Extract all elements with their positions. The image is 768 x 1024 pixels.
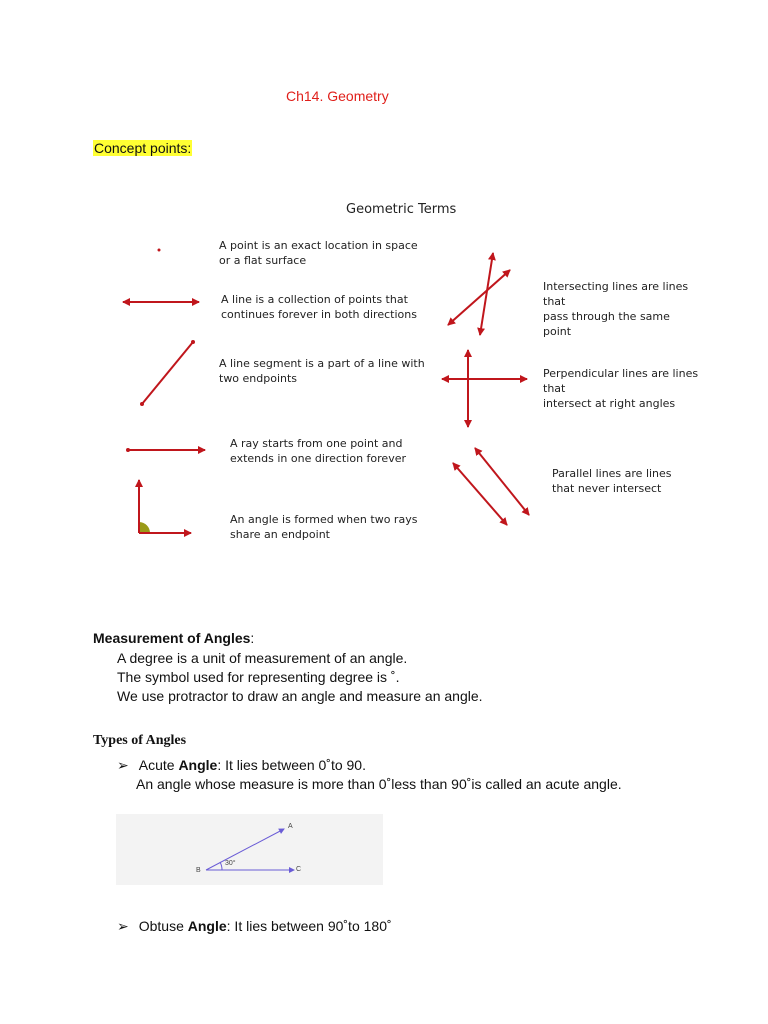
chapter-title: Ch14. Geometry [286,88,389,104]
measurement-line: A degree is a unit of measurement of an angle. [117,650,408,666]
label-c: C [296,866,302,873]
acute-angle-figure [116,814,383,885]
obtuse-rest: : It lies between 90˚to 180˚ [226,918,392,934]
parallel-line-2 [475,448,529,515]
label-a: A [288,823,293,830]
intersecting-description: Intersecting lines are lines that pass through the same point [543,280,689,338]
acute-angle-drawing [116,814,383,885]
segment-endpoint [140,402,144,406]
types-of-angles-heading: Types of Angles [93,733,187,748]
obtuse-bullet-item [117,918,392,935]
bullet-arrow-icon: ➢ [117,757,129,773]
obtuse-prefix: Obtuse [138,918,188,934]
acute-bold: Angle [178,757,218,773]
acute-bullet-item [117,757,366,774]
segment-endpoint [191,340,195,344]
geometric-terms-figure [100,195,700,555]
angle-arc [220,862,222,870]
obtuse-bold: Angle [187,918,227,934]
ray-endpoint [126,448,130,452]
acute-rest: : It lies between 0˚to 90. [217,757,366,773]
acute-description: An angle whose measure is more than 0˚less than 90˚is called an acute angle. [136,776,622,792]
perpendicular-description: Perpendicular lines are lines that intersect at right angles [543,367,699,410]
label-b: B [196,867,201,874]
point-description: A point is an exact location in space or a flat surface [219,239,418,267]
parallel-line-1 [453,463,507,525]
measurement-line: We use protractor to draw an angle and measure an angle. [117,688,483,704]
measurement-heading-colon: : [250,630,255,646]
angle-mark [139,522,150,533]
segment-description: A line segment is a part of a line with two endpoints [219,357,425,385]
measurement-heading-bold: Measurement of Angles [93,630,251,646]
parallel-description: Parallel lines are lines that never intersect [552,467,672,495]
segment-shape [142,342,193,404]
concept-points-heading: Concept points: [94,140,192,156]
measurement-heading [93,630,254,646]
label-angle: 30° [225,860,236,867]
acute-prefix: Acute [138,757,179,773]
angle-description: An angle is formed when two rays share an endpoint [230,513,418,541]
measurement-line: The symbol used for representing degree is ˚. [117,669,400,685]
intersecting-line-2 [448,270,510,325]
line-description: A line is a collection of points that continues forever in both directions [221,293,417,321]
bullet-arrow-icon: ➢ [117,918,129,934]
ray-description: A ray starts from one point and extends in one direction forever [230,437,406,465]
point-dot [158,249,161,252]
figure-title: Geometric Terms [346,202,457,217]
ray-ba [206,829,284,870]
